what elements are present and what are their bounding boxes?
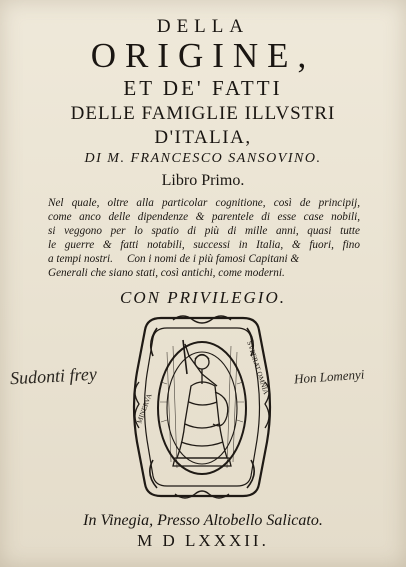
title-line-italia: D'ITALIA,	[154, 127, 252, 148]
device-motto-right: SVPERAT OMNIA	[245, 340, 270, 396]
imprint-line: In Vinegia, Presso Altobello Salicato.	[83, 512, 323, 529]
description-line: le guerre & fatti notabili, successi in Italia, & fuori, fino	[48, 239, 360, 251]
handwritten-note-right: Hon Lomenyi	[293, 366, 365, 387]
printer-device	[127, 312, 277, 502]
description-line: Nel quale, oltre alla particolar cognitione, così de principij,	[48, 197, 360, 209]
description-fragment: a tempi nostri.	[48, 253, 113, 265]
publication-year: M D LXXXII.	[137, 531, 269, 550]
description-line: si veggono per lo spatio di più di mille anni, quasi tutte	[48, 225, 360, 237]
title-line-origine: ORIGINE,	[90, 36, 316, 75]
description-line	[48, 254, 360, 265]
handwritten-note-left: Sudonti frey	[9, 363, 98, 389]
author-line: DI M. FRANCESCO SANSOVINO.	[84, 151, 322, 166]
book-number: Libro Primo.	[161, 172, 245, 189]
privilege-line: CON PRIVILEGIO.	[120, 288, 286, 307]
title-line-fatti: ET DE' FATTI	[123, 76, 283, 100]
description-line: Generali che siano stati, così antichi, come moderni.	[48, 267, 285, 279]
title-line-della: DELLA	[156, 16, 250, 37]
description-fragment: Con i nomi de i più famosi Capitani &	[126, 253, 300, 265]
device-motto-left: MINERVA	[135, 392, 154, 425]
title-line-famiglie: DELLE FAMIGLIE ILLVSTRI	[70, 103, 336, 124]
description-line: come anco delle dipendenze & parentele di esse case nobili,	[48, 211, 360, 223]
